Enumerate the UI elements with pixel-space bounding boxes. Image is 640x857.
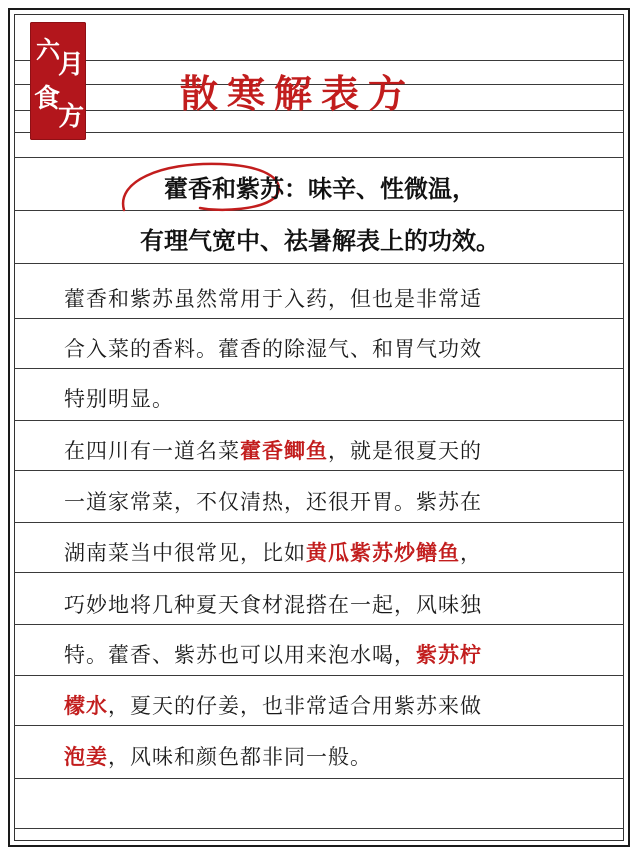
body-line xyxy=(64,742,594,772)
body-text-segment: 巧妙地将几种夏天食材混搭在一起，风味独 xyxy=(64,593,482,617)
page-title: 散寒解表方 xyxy=(180,71,416,116)
seal-char: 月 xyxy=(58,50,85,80)
body-line xyxy=(64,487,594,517)
body-text-segment: 特别明显。 xyxy=(64,387,174,411)
intro-line-1 xyxy=(50,172,590,206)
dish-name-highlight: 藿香鲫鱼 xyxy=(240,438,328,463)
seal-char: 方 xyxy=(58,102,85,132)
body-text-segment: 合入菜的香料。藿香的除湿气、和胃气功效 xyxy=(64,337,482,361)
body-text-segment: 一道家常菜，不仅清热，还很开胃。紫苏在 xyxy=(64,490,482,514)
ruled-line xyxy=(14,572,624,573)
ruled-line xyxy=(14,210,624,211)
ruled-line xyxy=(14,263,624,264)
body-text-segment: 湖南菜当中很常见，比如 xyxy=(64,541,306,565)
body-text-segment: ， xyxy=(460,541,482,565)
body-line xyxy=(64,436,594,466)
ruled-line xyxy=(14,157,624,158)
body-line xyxy=(64,590,594,620)
ruled-line xyxy=(14,470,624,471)
dish-name-highlight: 紫苏柠 xyxy=(416,642,482,667)
ruled-line xyxy=(14,778,624,779)
body-line xyxy=(64,691,594,721)
ruled-line xyxy=(14,675,624,676)
body-text-segment: 在四川有一道名菜 xyxy=(64,439,240,463)
intro-herbs: 藿香和紫苏 xyxy=(164,174,284,203)
ruled-line xyxy=(14,828,624,829)
dish-name-highlight: 檬水 xyxy=(64,693,108,718)
intro-line-2: 有理气宽中、祛暑解表上的功效。 xyxy=(140,226,500,255)
dish-name-highlight: 黄瓜紫苏炒鳝鱼 xyxy=(306,540,460,565)
ruled-line xyxy=(14,420,624,421)
ruled-line xyxy=(14,318,624,319)
intro-properties: ：味辛、性微温， xyxy=(284,174,476,203)
ruled-line xyxy=(14,60,624,61)
seal-stamp xyxy=(30,22,86,140)
body-line xyxy=(64,538,594,568)
body-text-segment: 特。藿香、紫苏也可以用来泡水喝， xyxy=(64,643,416,667)
ruled-line xyxy=(14,725,624,726)
ruled-line xyxy=(14,522,624,523)
body-text-segment: ，风味和颜色都非同一般。 xyxy=(108,745,372,769)
body-line xyxy=(64,284,594,314)
body-text-segment: ，夏天的仔姜，也非常适合用紫苏来做 xyxy=(108,694,482,718)
body-text-segment: 藿香和紫苏虽然常用于入药，但也是非常适 xyxy=(64,287,482,311)
body-text-segment: ，就是很夏天的 xyxy=(328,439,482,463)
dish-name-highlight: 泡姜 xyxy=(64,744,108,769)
seal-char: 食 xyxy=(34,84,61,114)
body-line xyxy=(64,384,594,414)
body-line xyxy=(64,640,594,670)
ruled-line xyxy=(14,132,624,133)
body-line xyxy=(64,334,594,364)
seal-char: 六 xyxy=(36,36,60,64)
ruled-line xyxy=(14,368,624,369)
ruled-line xyxy=(14,624,624,625)
